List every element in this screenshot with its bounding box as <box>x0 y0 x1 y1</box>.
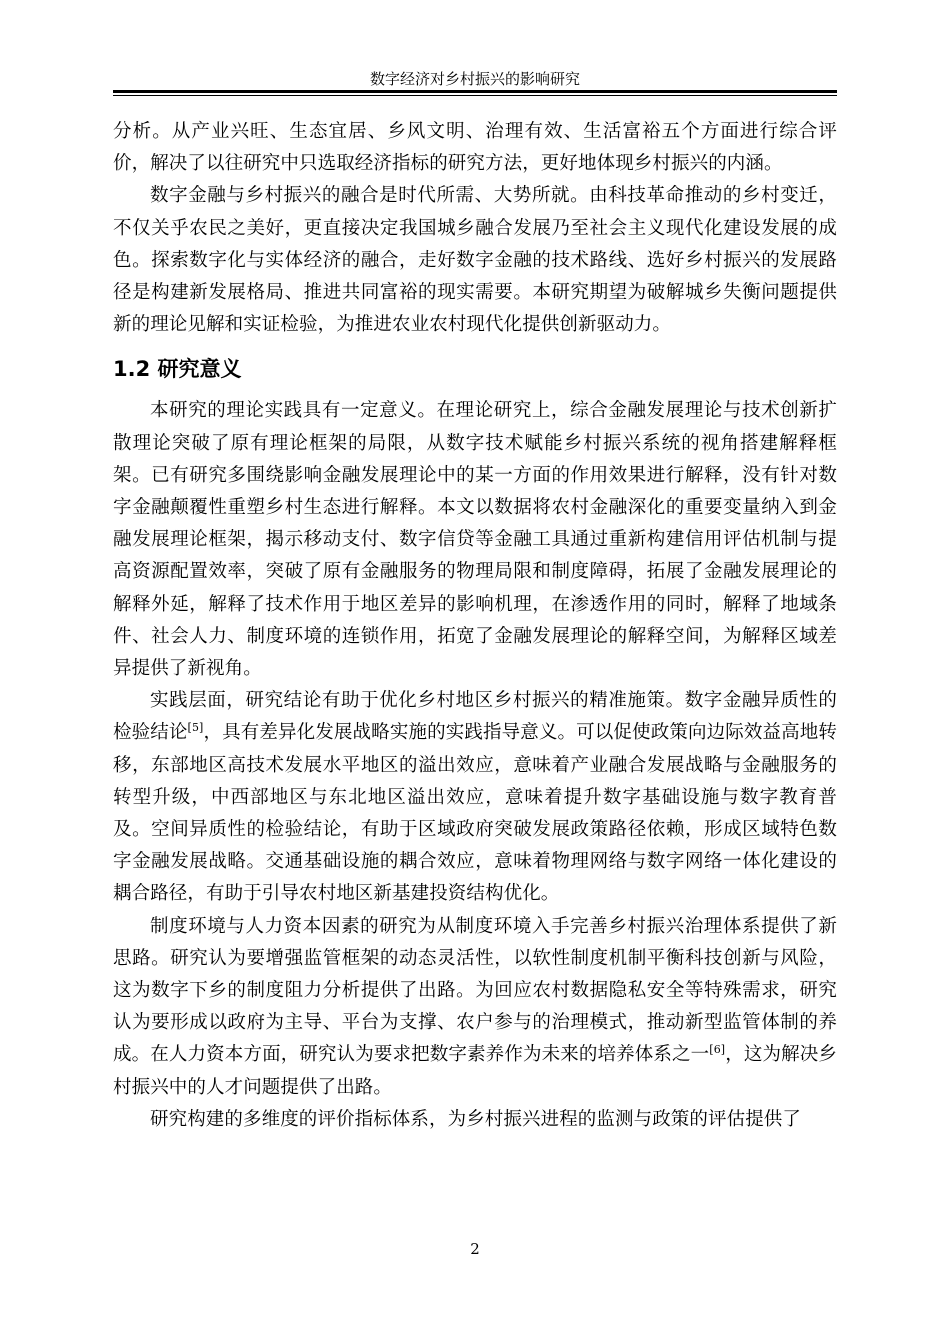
citation-marker: [6] <box>709 1043 726 1057</box>
paragraph-theoretical-significance: 本研究的理论实践具有一定意义。在理论研究上，综合金融发展理论与技术创新扩散理论突破了原有理论框架的局限，从数字技术赋能乡村振兴系统的视角搭建解释框架。已有研究多围绕影响金融发展理论中的某一方面的作用效果进行解释，没有针对数字金融颠覆性重塑乡村生态进行解释。本文以数据将农村金融深化的重要变量纳入到金融发展理论框架，揭示移动支付、数字信贷等金融工具通过重新构建信用评估机制与提高资源配置效率，突破了原有金融服务的物理局限和制度障碍，拓展了金融发展理论的解释外延，解释了技术作用于地区差异的影响机理，在渗透作用的同时，解释了地域条件、社会人力、制度环境的连锁作用，拓宽了金融发展理论的解释空间，为解释区域差异提供了新视角。 <box>113 400 837 680</box>
paragraph-text: ，具有差异化发展战略实施的实践指导意义。可以促使政策向边际效益高地转移，东部地区高技术发展水平地区的溢出效应，意味着产业融合发展战略与金融服务的转型升级，中西部地区与东北地区溢出效应，意味着提升数字基础设施与数字教育普及。空间异质性的检验结论，有助于区域政府突破发展政策路径依赖，形成区域特色数字金融发展战略。交通基础设施的耦合效应，意味着物理网络与数字网络一体化建设的耦合路径，有助于引导农村地区新基建投资结构优化。 <box>113 722 838 905</box>
paragraph-digital-finance-fusion: 数字金融与乡村振兴的融合是时代所需、大势所就。由科技革命推动的乡村变迁，不仅关乎农民之美好，更直接决定我国城乡融合发展乃至社会主义现代化建设发展的成色。探索数字化与实体经济的融合，走好数字金融的技术路线、选好乡村振兴的发展路径是构建新发展格局、推进共同富裕的现实需要。本研究期望为破解城乡失衡问题提供新的理论见解和实证检验，为推进农业农村现代化提供创新驱动力。 <box>113 185 837 336</box>
paragraph-text: 实践层面，研究结论有助于优化乡村地区乡村振兴的精准施策。数字金融异质性的检验结论 <box>113 690 837 744</box>
page-number: 2 <box>470 1240 480 1258</box>
paragraph-text: ，这为解决乡村振兴中的人才问题提供了出路。 <box>113 1044 837 1098</box>
paragraph-text: 制度环境与人力资本因素的研究为从制度环境入手完善乡村振兴治理体系提供了新思路。研究认为要增强监管框架的动态灵活性，以软性制度机制平衡科技创新与风险，这为数字下乡的制度阻力分析提供了出路。为回应农村数据隐私安全等特殊需求，研究认为要形成以政府为主导、平台为支撑、农户参与的治理模式，推动新型监管体制的养成。在人力资本方面，研究认为要求把数字素养作为未来的培养体系之一 <box>113 915 837 1066</box>
header-rule-thin <box>113 95 837 96</box>
citation-marker: [5] <box>187 721 204 735</box>
document-body <box>113 116 837 1136</box>
header-rule-thick <box>113 90 837 93</box>
paragraph-evaluation-system: 研究构建的多维度的评价指标体系，为乡村振兴进程的监测与政策的评估提供了 <box>150 1108 802 1130</box>
section-heading: 1.2 研究意义 <box>113 357 242 382</box>
paragraph-practical-significance <box>113 685 837 910</box>
running-header: 数字经济对乡村振兴的影响研究 <box>369 70 580 88</box>
paragraph-institutional-environment <box>113 911 837 1104</box>
paragraph-continuation: 分析。从产业兴旺、生态宜居、乡风文明、治理有效、生活富裕五个方面进行综合评价，解决了以往研究中只选取经济指标的研究方法，更好地体现乡村振兴的内涵。 <box>113 121 837 175</box>
